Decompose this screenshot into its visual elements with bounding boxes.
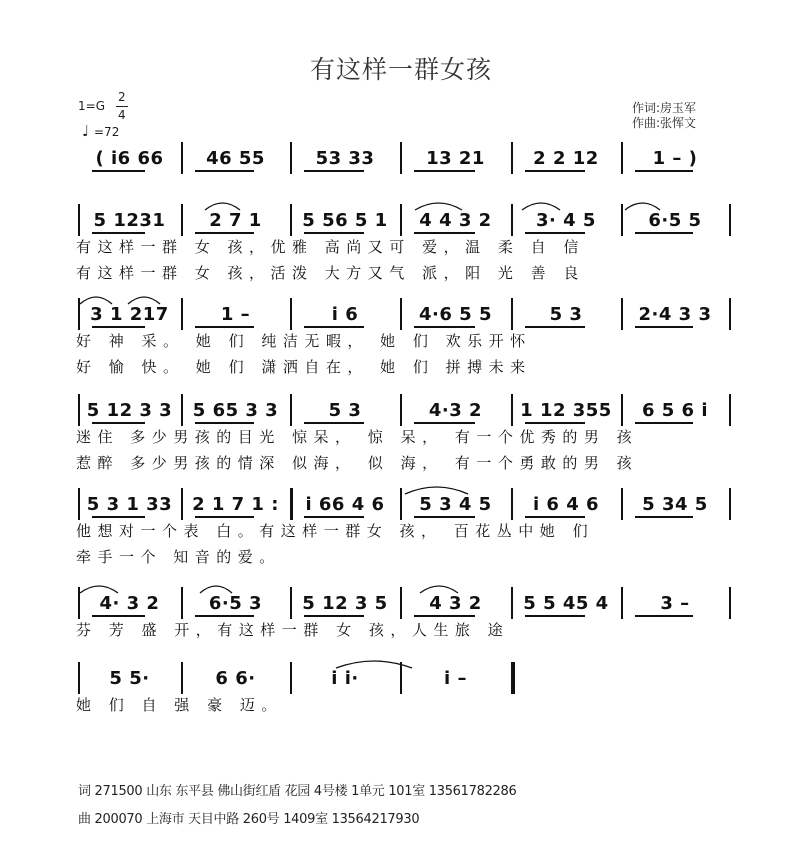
- slur-arc: [415, 203, 462, 210]
- time-signature-top: 2: [118, 90, 126, 104]
- beam-underline: [525, 615, 585, 617]
- beam-underline: [92, 326, 145, 328]
- measure: i 6 4 6: [532, 494, 600, 515]
- slur-arc: [205, 203, 240, 210]
- measure: 5 65 3 3: [192, 400, 279, 421]
- time-signature-line: [116, 106, 128, 107]
- lyric-line: 她 们 自 强 豪 迈。: [76, 696, 283, 714]
- measure: 5 3 1 33: [86, 494, 173, 515]
- lyric-line: 有这样一群 女 孩，优雅 高尚又可 爱，温 柔 自 信: [76, 238, 585, 256]
- beam-underline: [195, 422, 254, 424]
- slur-marks: [0, 380, 802, 420]
- measure: 1 12 355: [520, 400, 612, 421]
- measure: 4·6 5 5: [419, 304, 492, 325]
- measure: 2 1 7 1 :: [192, 494, 279, 515]
- slur-marks: [0, 573, 802, 613]
- footer-composer-address: 曲 200070 上海市 天目中路 260号 1409室 13564217930: [78, 812, 420, 827]
- measure: 1 – ): [652, 148, 698, 169]
- measure: 5 56 5 1: [302, 210, 388, 231]
- lyric-line: 好 愉 快。 她 们 潇洒自在， 她 们 拼搏未来: [76, 358, 532, 376]
- measure: i –: [444, 668, 467, 689]
- measure: 4· 3 2: [99, 593, 160, 614]
- beam-underline: [195, 170, 254, 172]
- beam-underline: [635, 170, 693, 172]
- beam-underline: [635, 422, 693, 424]
- slur-arc: [522, 203, 560, 210]
- measure: i 6: [331, 304, 359, 325]
- measure: 5 34 5: [642, 494, 708, 515]
- beam-underline: [525, 516, 585, 518]
- tempo-marking: =72: [94, 125, 120, 139]
- lyric-line: 有这样一群 女 孩，活泼 大方又气 派，阳 光 善 良: [76, 264, 585, 282]
- slur-marks: [0, 190, 802, 230]
- measure: 5 3: [328, 400, 362, 421]
- slur-marks: [0, 284, 802, 324]
- lyric-line: 惹醉 多少男孩的情深 似海， 似 海， 有一个勇敢的男 孩: [76, 454, 639, 472]
- measure: 5 12 3 3: [86, 400, 173, 421]
- measure: 6 6·: [215, 668, 256, 689]
- slur-marks: [0, 128, 802, 168]
- measure: 6 5 6 i: [641, 400, 709, 421]
- beam-underline: [304, 615, 364, 617]
- beam-underline: [414, 422, 475, 424]
- key-signature: 1=G: [78, 99, 105, 113]
- beam-underline: [414, 170, 475, 172]
- beam-underline: [414, 326, 475, 328]
- measure: 5 5 45 4: [523, 593, 609, 614]
- lyric-line: 他想对一个表 白。有这样一群女 孩， 百花丛中她 们: [76, 522, 595, 540]
- beam-underline: [195, 615, 254, 617]
- beam-underline: [525, 170, 585, 172]
- beam-underline: [304, 422, 364, 424]
- slur-arc: [200, 586, 232, 593]
- measure: 2 2 12: [533, 148, 599, 169]
- measure: 5 12 3 5: [302, 593, 388, 614]
- measure: i i·: [331, 668, 359, 689]
- slur-marks: [0, 474, 802, 514]
- beam-underline: [92, 615, 145, 617]
- slur-arc: [420, 586, 458, 593]
- measure: 5 1231: [93, 210, 166, 231]
- footer-lyricist-address: 词 271500 山东 东平县 佛山街红盾 花园 4号楼 1单元 101室 13561782286: [78, 784, 517, 799]
- beam-underline: [195, 326, 254, 328]
- lyric-line: 好 神 采。 她 们 纯洁无暇， 她 们 欢乐开怀: [76, 332, 532, 350]
- measure: 4 3 2: [429, 593, 482, 614]
- lyric-line: 芬 芳 盛 开，有这样一群 女 孩，人生旅 途: [76, 621, 510, 639]
- beam-underline: [635, 516, 693, 518]
- time-signature-bottom: 4: [118, 108, 126, 122]
- measure: 46 55: [206, 148, 265, 169]
- slur-arc: [80, 586, 118, 593]
- lyric-line: 迷住 多少男孩的目光 惊呆， 惊 呆， 有一个优秀的男 孩: [76, 428, 639, 446]
- beam-underline: [525, 232, 585, 234]
- beam-underline: [635, 326, 693, 328]
- beam-underline: [414, 232, 475, 234]
- measure: 4 4 3 2: [419, 210, 492, 231]
- measure: 3· 4 5: [536, 210, 596, 231]
- lyric-line: 牵手一个 知音的爱。: [76, 548, 281, 566]
- beam-underline: [304, 326, 364, 328]
- beam-underline: [92, 232, 145, 234]
- measure: 3 1 217: [90, 304, 169, 325]
- beam-underline: [92, 170, 145, 172]
- beam-underline: [635, 615, 693, 617]
- composer-credit: 作曲:张恽文: [632, 116, 697, 130]
- measure: 53 33: [315, 148, 375, 169]
- beam-underline: [304, 170, 364, 172]
- song-title: 有这样一群女孩: [309, 55, 492, 84]
- measure: ( i6 66: [95, 148, 164, 169]
- slur-arc: [336, 661, 412, 668]
- slur-arc: [80, 297, 112, 304]
- measure: 3 –: [660, 593, 690, 614]
- tempo-note-icon: ♩: [82, 122, 90, 140]
- measure: 2 7 1: [209, 210, 262, 231]
- beam-underline: [304, 232, 364, 234]
- beam-underline: [635, 232, 693, 234]
- slur-marks: [0, 648, 802, 688]
- beam-underline: [92, 516, 145, 518]
- beam-underline: [525, 422, 585, 424]
- measure: 1 –: [220, 304, 251, 325]
- beam-underline: [414, 516, 475, 518]
- beam-underline: [195, 516, 254, 518]
- measure: 5 3: [549, 304, 583, 325]
- beam-underline: [525, 326, 585, 328]
- measure: 5 3 4 5: [419, 494, 492, 515]
- measure: 6·5 5: [648, 210, 702, 231]
- measure: 6·5 3: [208, 593, 263, 614]
- measure: i 66 4 6: [305, 494, 385, 515]
- beam-underline: [195, 232, 254, 234]
- slur-arc: [625, 203, 660, 210]
- beam-underline: [414, 615, 475, 617]
- beam-underline: [92, 422, 145, 424]
- lyricist-credit: 作词:房玉军: [632, 101, 697, 115]
- measure: 2·4 3 3: [638, 304, 712, 325]
- measure: 5 5·: [109, 668, 150, 689]
- measure: 4·3 2: [428, 400, 483, 421]
- measure: 13 21: [426, 148, 485, 169]
- slur-arc: [405, 487, 468, 494]
- beam-underline: [304, 516, 364, 518]
- slur-arc: [128, 297, 160, 304]
